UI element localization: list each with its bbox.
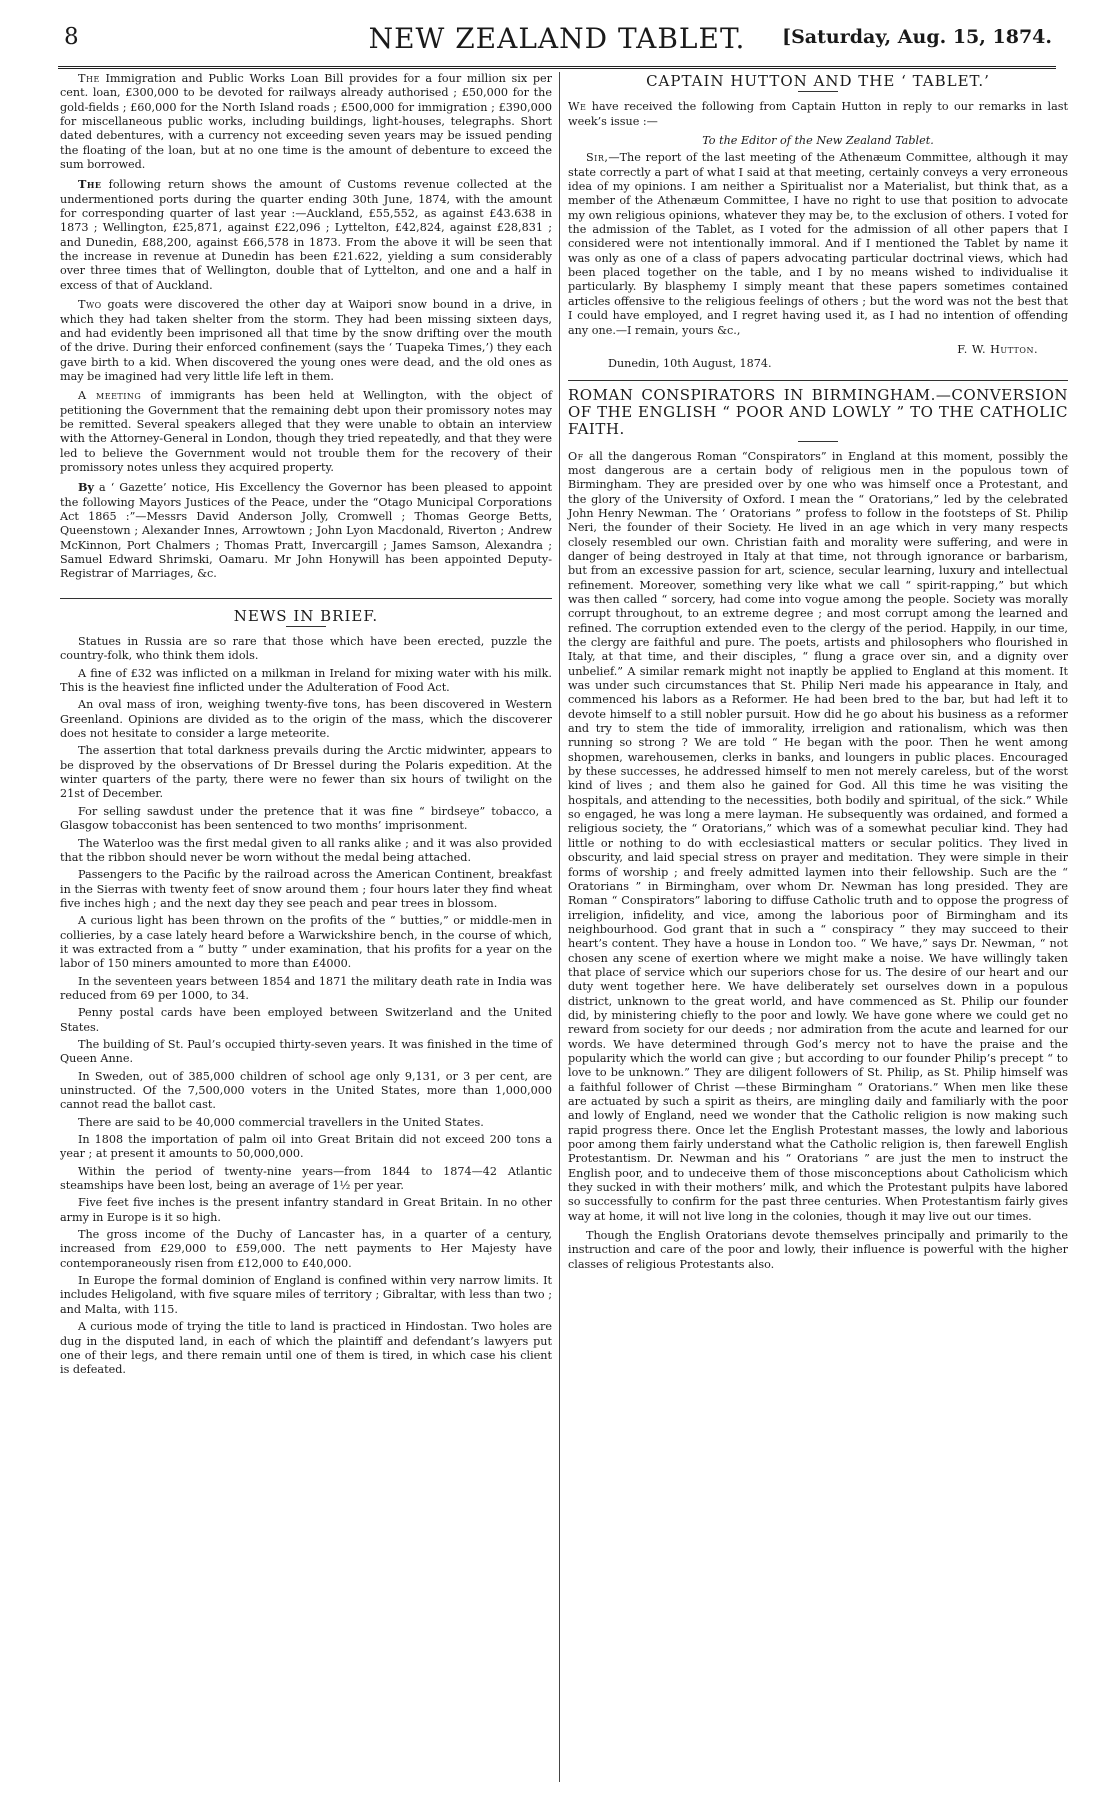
- news-item: A curious mode of trying the title to land is practiced in Hindostan. Two holes are dug in the disputed land, in each of which the plaintiff and defendant’s lawyers put one of their legs, and there remain until one of them is tired, in which case his client is defeated.: [60, 1320, 552, 1377]
- column-divider: [559, 72, 560, 1782]
- lead-word: By: [78, 480, 94, 495]
- lead-word: Two: [78, 298, 102, 312]
- news-item: The gross income of the Duchy of Lancaster has, in a quarter of a century, increased from £29,000 to £59,000. The nett payments to Her Majesty have contemporaneously risen from £12,000 to £40,000.: [60, 1228, 552, 1270]
- hutton-intro: [568, 100, 1068, 129]
- article-gazette-notice: [60, 480, 552, 581]
- article-customs-revenue: [60, 177, 552, 293]
- paragraph-text: —The report of the last meeting of the Athenæum Committee, although it may state correctly a part of what I said at that meeting, certainly conveys a very erroneous idea of my opinions. I am neither a Spiritualist nor a Materialist, but think that, as a member of the Athenæum Committee, I have no right to use that position to advocate my own religious opinions, whatever they may be, to the exclusion of others. I voted for the admission of the Tablet, as I voted for the admission of all other papers that I considered were not intentionally immoral. And if I mentioned the Tablet by name it was only as one of a class of papers advocating particular doctrinal views, which had been placed together on the table, and I by no means wished to individualise it particularly. By blasphemy I simply meant that these papers sometimes contained articles offensive to the religious feelings of others ; but the word was not the best that I could have employed, and I regret having used it, as I had no intention of offending any one.—I remain, yours &c.,: [568, 151, 1068, 337]
- paragraph-text: have received the following from Captain Hutton in reply to our remarks in last week’s issue :—: [568, 100, 1068, 128]
- masthead-rule: [58, 66, 1056, 69]
- paragraph-text: following return shows the amount of Customs revenue collected at the undermentioned ports during the quarter ending 30th June, 1874, with the amount for corresponding quarter of last year :—Auckland, £55,552, as against £43.638 in 1873 ; Wellington, £25,871, against £22,096 ; Lyttelton, £42,824, against £28,831 ; and Dunedin, £88,200, against £66,578 in 1873. From the above it will be seen that the increase in revenue at Dunedin has been £21.622, yielding a sum considerably over three times that of Wellington, double that of Lyttelton, and one and a half in excess of that of Auckland.: [60, 178, 552, 292]
- heading-rule: [798, 441, 838, 442]
- letter-salutation: To the Editor of the New Zealand Tablet.: [702, 134, 934, 148]
- lead-word: Of: [568, 449, 584, 463]
- lead-word: The: [78, 72, 100, 85]
- news-item: Five feet five inches is the present infantry standard in Great Britain. In no other army in Europe is it so high.: [60, 1196, 552, 1224]
- news-in-brief-list: [60, 635, 552, 1378]
- article-immigrants-meeting: [60, 389, 552, 475]
- news-item: Penny postal cards have been employed between Switzerland and the United States.: [60, 1006, 552, 1034]
- news-item: In 1808 the importation of palm oil into Great Britain did not exceed 200 tons a year ; at present it amounts to 50,000,000.: [60, 1133, 552, 1161]
- section-rule: [568, 380, 1068, 381]
- paragraph-text: goats were discovered the other day at Waipori snow bound in a drive, in which they had taken shelter from the storm. They had been missing sixteen days, and had evidently been imprisoned all that time by the snow drifting over the mouth of the drive. During their enforced confinement (says the ‘ Tuapeka Times,’) they each gave birth to a kid. When discovered the young ones were dead, and the old ones as may be imagined had very little life left in them.: [60, 298, 552, 383]
- news-item: A fine of £32 was inflicted on a milkman in Ireland for mixing water with his milk. This is the heaviest fine inflicted under the Adulteration of Food Act.: [60, 666, 552, 695]
- news-item: Passengers to the Pacific by the railroad across the American Continent, breakfast in the Sierras with twenty feet of snow around them ; four hours later they find wheat five inches high ; and the next day they see peach and pear trees in blossom.: [60, 868, 552, 910]
- heading-rule: [798, 91, 838, 92]
- news-in-brief-heading: NEWS IN BRIEF.: [233, 606, 379, 625]
- news-item: There are said to be 40,000 commercial travellers in the United States.: [78, 1115, 484, 1129]
- news-item: For selling sawdust under the pretence that it was fine “ birdseye” tobacco, a Glasgow tobacconist has been sentenced to two months’ imprisonment.: [60, 804, 552, 833]
- roman-conspirators-continued: Though the English Oratorians devote themselves principally and primarily to the instruction and care of the poor and lowly, their influence is powerful with the higher classes of religious Protestants also.: [568, 1229, 1068, 1271]
- heading-rule: [286, 626, 326, 627]
- news-item: The Waterloo was the first medal given to all ranks alike ; and it was also provided that the ribbon should never be worn without the medal being attached.: [60, 836, 552, 864]
- lead-word: We: [568, 100, 587, 114]
- lead-word: A meeting: [78, 389, 142, 403]
- masthead-title: NEW ZEALAND TABLET.: [368, 22, 746, 55]
- roman-conspirators-heading: ROMAN CONSPIRATORS IN BIRMINGHAM.—CONVERSION OF THE ENGLISH “ POOR AND LOWLY ” TO THE CATHOLIC FAITH.: [568, 385, 1068, 438]
- right-column: [568, 72, 1068, 1277]
- left-column: [60, 72, 552, 1381]
- letter-signature: F. W. Hutton.: [957, 342, 1038, 356]
- paragraph-text: a ‘ Gazette’ notice, His Excellency the Governor has been pleased to appoint the following Mayors Justices of the Peace, under the “Otago Municipal Corporations Act 1865 :”—Messrs David Anderson Jolly, Cromwell ; Thomas George Betts, Queenstown ; Alexander Innes, Arrowtown ; John Lyon Macdonald, Riverton ; Andrew McKinnon, Port Chalmers ; Thomas Pratt, Invercargill ; James Samson, Alexandra ; Samuel Edward Shrimski, Oamaru. Mr John Honywill has been appointed Deputy-Registrar of Marriages, &c.: [60, 481, 552, 581]
- lead-word: Sir,: [586, 151, 609, 165]
- page-number: 8: [64, 24, 79, 50]
- issue-date: [Saturday, Aug. 15, 1874.: [782, 26, 1052, 48]
- news-item: Statues in Russia are so rare that those which have been erected, puzzle the country-folk, who think them idols.: [60, 635, 552, 663]
- paragraph-text: of immigrants has been held at Wellington, with the object of petitioning the Government that the remaining debt upon their promissory notes may be remitted. Several speakers alleged that they were unable to obtain an interview with the Attorney-General in London, though they tried repeatedly, and that they were led to believe the Government would not trouble them for the recovery of their promissory notes unless they acquired property.: [60, 389, 552, 474]
- masthead: [58, 22, 1056, 62]
- section-rule: [60, 598, 552, 599]
- paragraph-text: Immigration and Public Works Loan Bill provides for a four million six per cent. loan, £300,000 to be devoted for railways already authorised ; £50,000 for the gold-fields ; £60,000 for the North Island roads ; £500,000 for immigration ; £390,000 for miscellaneous public works, including buildings, light-houses, telegraphs. Short dated debentures, with a currency not exceeding seven years may be issued pending the floating of the loan, but at no one time is the amount of debenture to exceed the sum borrowed.: [60, 72, 552, 172]
- news-item: A curious light has been thrown on the profits of the “ butties,” or middle-men in collieries, by a case lately heard before a Warwickshire bench, in the course of which, it was extracted from a “ butty ” under examination, that his profits for a year on the labor of 150 miners amounted to more than £4000.: [60, 914, 552, 971]
- news-item: In Europe the formal dominion of England is confined within very narrow limits. It includes Heligoland, with five square miles of territory ; Gibraltar, with less than two ; and Malta, with 115.: [60, 1274, 552, 1316]
- hutton-heading: CAPTAIN HUTTON AND THE ‘ TABLET.’: [646, 72, 990, 90]
- letter-dateline: Dunedin, 10th August, 1874.: [608, 357, 772, 371]
- roman-conspirators-body: [568, 450, 1068, 1225]
- paragraph-text: all the dangerous Roman “Conspirators” in England at this moment, possibly the most dangerous are a certain body of religious men in the populous town of Birmingham. They are presided over by one who was himself once a Protestant, and the glory of the University of Oxford. I mean the “ Oratorians,” led by the celebrated John Henry Newman. The ‘ Oratorians ” profess to follow in the footsteps of St. Philip Neri, the founder of their Society. He lived in an age which in very many respects closely resembled our own. Christian faith and morality were suffering, and were in danger of being destroyed in Italy at that time, not through ignorance or barbarism, but from an excessive passion for art, science, secular learning, luxury and intellectual refinement. Moreover, something very like what we call “ spirit-rapping,” but which was then called “ sorcery, had come into vogue among the people. Society was morally corrupt throughout, to an extreme degree ; and most corrupt among the learned and refined. The corruption extended even to the clergy of the period. Happily, in our time, the clergy are faithful and pure. The poets, artists and philosophers who flourished in Italy, at that time, and their disciples, “ flung a grace over sin, and a dignity over unbelief.” A similar remark might not inaptly be applied to England at this moment. It was under such circumstances that St. Philip Neri made his appearance in Italy, and commenced his labors as a Reformer. He had been bred to the bar, but had left it to devote himself to a still nobler pursuit. How did he go about his business as a reformer and try to stem the tide of immorality, irreligion and rationalism, which was then running so strong ? We are told “ He began with the poor. Then he went among shopmen, warehousemen, clerks in banks, and loungers in public places. Encouraged by these successes, he addressed himself to men not merely careless, but of the worst kind of lives ; and them also he gained for God. All this time he was visiting the hospitals, and attending to the necessities, both bodily and spiritual, of the sick.” While so engaged, he was long a mere layman. He subsequently was ordained, and formed a religious society, the “ Oratorians,” which was of a somewhat peculiar kind. They had little or nothing to do with ecclesiastical matters or secular politics. They lived in obscurity, and laid special stress on prayer and meditation. They were simple in their forms of worship ; and freely admitted laymen into their fellowship. Such are the “ Oratorians ” in Birmingham, over whom Dr. Newman has long presided. They are Roman “ Conspirators” laboring to diffuse Catholic truth and to oppose the progress of irreligion, infidelity, and vice, among the laborious poor of Birmingham and its neighbourhood. God grant that in such a “ conspiracy ” they may succeed to their heart’s content. They have a house in London too. “ We have,” says Dr. Newman, “ not chosen any scene of exertion where we might make a noise. We have willingly taken that place of service which our superiors chose for us. The desire of our heart and our duty went together here. We have deliberately set ourselves down in a populous district, unknown to the great world, and have commenced as St. Philip our founder did, by ministering chiefly to the poor and lowly. We have gone where we could get no reward from society for our deeds ; nor admiration from the acute and learned for our words. We have determined through God’s mercy not to have the praise and the popularity which the world can give ; but according to our founder Philip’s precept “ to love to be unknown.” They are diligent followers of St. Philip, as St. Philip himself was a faithful follower of Christ —these Birmingham “ Oratorians.” When men like these are actuated by such a spirit as theirs, are mingling daily and familiarly with the poor and lowly of England, need we wonder that the Catholic religion is now making such rapid progress there. Once let the English Protestant masses, the lowly and laborious poor among them fairly understand what the Catholic religion is, then farewell English Protestantism. Dr. Newman and his “ Oratorians ” are just the men to instruct the English poor, and to undeceive them of those misconceptions about Catholicism which they sucked in with their mothers’ milk, and which the Protestant pulpits have labored so successfully to confirm for the past three centuries. When Protestantism fairly gives way at home, it will not live long in the colonies, though it may live out our times.: [568, 449, 1068, 1223]
- hutton-letter: [568, 151, 1068, 337]
- article-goats: [60, 298, 552, 384]
- news-item: The building of St. Paul’s occupied thirty-seven years. It was finished in the time of Queen Anne.: [60, 1037, 552, 1066]
- news-item: The assertion that total darkness prevails during the Arctic midwinter, appears to be disproved by the observations of Dr Bressel during the Polaris expedition. At the winter quarters of the party, there were no fewer than six hours of twilight on the 21st of December.: [60, 744, 552, 801]
- lead-word: The: [78, 177, 102, 192]
- news-item: In the seventeen years between 1854 and 1871 the military death rate in India was reduced from 69 per 1000, to 34.: [60, 974, 552, 1002]
- news-item: Within the period of twenty-nine years—from 1844 to 1874—42 Atlantic steamships have been lost, being an average of 1½ per year.: [60, 1164, 552, 1193]
- article-loan-bill: [60, 72, 552, 172]
- news-item: In Sweden, out of 385,000 children of school age only 9,131, or 3 per cent, are uninstructed. Of the 7,500,000 voters in the United States, more than 1,000,000 cannot read the ballot cast.: [60, 1069, 552, 1112]
- news-item: An oval mass of iron, weighing twenty-five tons, has been discovered in Western Greenland. Opinions are divided as to the origin of the mass, which the discoverer does not hesitate to consider a large meteorite.: [60, 698, 552, 741]
